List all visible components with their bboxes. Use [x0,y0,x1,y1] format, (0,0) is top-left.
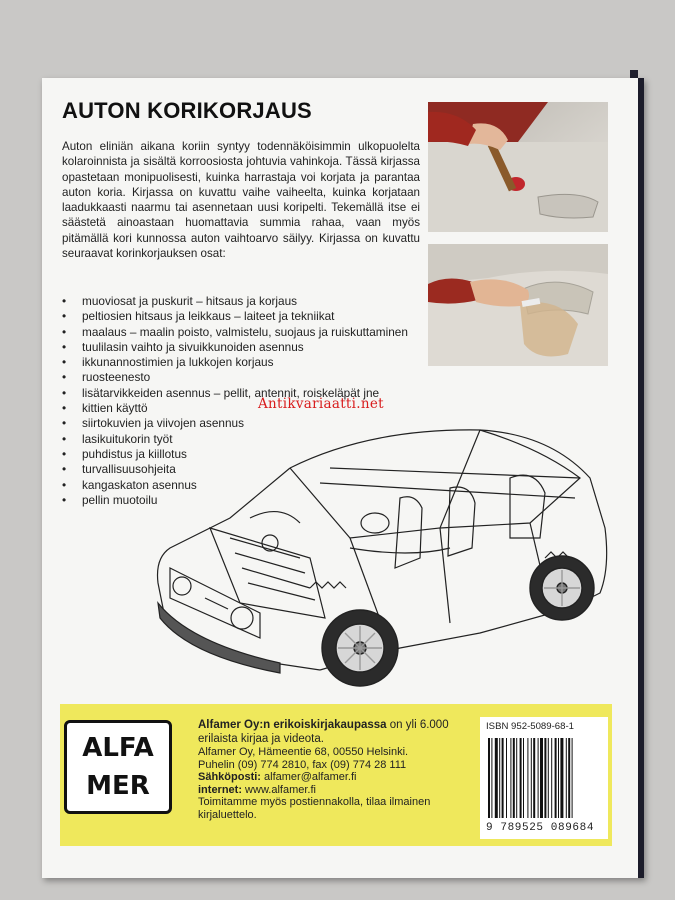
watermark-text: Antikvariaatti.net [258,396,384,412]
barcode-bar [568,738,570,818]
barcode-bar [540,738,543,818]
alfamer-logo [64,720,172,814]
list-item: • turvallisuusohjeita [62,462,432,477]
barcode [486,738,604,818]
barcode-bar [533,738,535,818]
publisher-lead [198,718,468,746]
email-label: Sähköposti: [198,771,261,784]
barcode-bar [558,738,559,818]
ean-number: 9 789525 089684 [486,822,595,834]
list-item: • muoviosat ja puskurit – hitsaus ja korjaus [62,294,432,309]
barcode-bar [506,738,507,818]
list-item: • kittien käyttö [62,401,432,416]
publisher-address: Alfamer Oy, Hämeentie 68, 00550 Helsinki. [198,746,409,758]
publisher-phone: Puhelin (09) 774 2810, fax (09) 774 28 111 [198,758,407,771]
barcode-bar [510,738,511,818]
car-cutaway-illustration [150,408,620,698]
photo-dent-repair-hammer [428,102,608,232]
barcode-bar [523,738,524,818]
book-title: AUTON KORIKORJAUS [62,98,312,123]
list-item: • siirtokuvien ja viivojen asennus [62,416,432,431]
logo-line-2: MER [86,771,150,801]
publisher-lead-bold: Alfamer Oy:n erikoiskirjakaupassa [198,719,387,731]
list-item: • tuulilasin vaihto ja sivuikkunoiden asennus [62,340,432,355]
photo-filler-application [428,244,608,366]
barcode-bar [499,738,500,818]
intro-paragraph: Auton eliniän aikana koriin syntyy todennäköisimmin ulkopuolelta kolaroinnista ja sisältä korroosiosta johtuvia vahinkoja. Tässä kirjassa opastetaan monipuolisesti, kuinka harrastaja voi korjata ja parantaa auton koria. Kirjassa on kuvattu vaihe vaiheelta, kuinka korjataan laadukkaasti naarmu tai asennetaan uusi koripelti. Tekemällä itse ei säästetä ainoastaan huomattavia summia rahaa, vaan myös pitämällä kori kunnossa auton vaihtoarvo säilyy. Kirjassa on kuvattu seuraavat korinkorjauksen osat: [62,140,420,261]
list-item: • maalaus – maalin poisto, valmistelu, suojaus ja ruiskuttaminen [62,325,432,340]
barcode-bar [495,738,498,818]
list-item: • ikkunannostimien ja lukkojen korjaus [62,355,432,370]
internet-label: internet: [198,783,242,796]
barcode-bar [502,738,504,818]
barcode-bar [555,738,557,818]
list-item: • peltiosien hitsaus ja leikkaus – laiteet ja tekniikat [62,309,432,324]
publisher-note: Toimitamme myös postiennakolla, tilaa ilmainen kirjaluettelo. [198,796,431,821]
barcode-bar [551,738,552,818]
isbn-label: ISBN 952-5089-68-1 [486,721,574,732]
logo-line-1: ALFA [82,733,154,763]
barcode-bar [520,738,522,818]
internet-value: www.alfamer.fi [242,783,316,796]
rear-wheel [530,556,594,620]
publisher-email-line [198,771,468,784]
publisher-info [198,718,468,822]
barcode-bar [544,738,546,818]
list-item: • lisätarvikkeiden asennus – pellit, antennit, roiskeläpät jne [62,386,432,401]
barcode-bar [527,738,528,818]
front-wheel [322,610,398,686]
barcode-bar [488,738,490,818]
publisher-internet-line [198,784,468,797]
list-item: • ruosteenesto [62,370,432,385]
email-value: alfamer@alfamer.fi [260,771,357,784]
barcode-bar [548,738,549,818]
barcode-bar [572,738,573,818]
list-item: • kangaskaton asennus [62,478,432,493]
list-item: • puhdistus ja kiillotus [62,447,432,462]
publisher-lead-rest: on yli 6.000 erilaista kirjaa ja videota. [198,719,449,745]
barcode-bar [560,738,563,818]
barcode-bar [491,738,492,818]
list-item: • lasikuitukorin työt [62,432,432,447]
barcode-bar [538,738,539,818]
list-item: • pellin muotoilu [62,493,432,508]
barcode-bar [516,738,517,818]
barcode-bar [513,738,515,818]
barcode-bar [531,738,532,818]
barcode-bar [566,738,567,818]
